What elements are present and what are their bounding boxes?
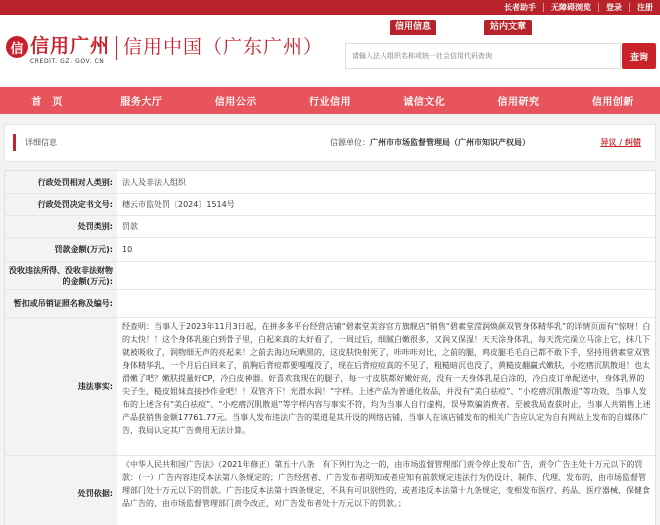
row-label: 违法事实: bbox=[5, 318, 117, 455]
accessibility-link[interactable]: 无障碍浏览 bbox=[543, 3, 598, 12]
row-value bbox=[122, 262, 651, 289]
row-label: 暂扣或吊销证照名称及编号: bbox=[5, 290, 117, 317]
nav-service-hall[interactable]: 服务大厅 bbox=[120, 97, 163, 108]
source-label: 信源单位： bbox=[330, 138, 370, 147]
row-value: 法人及非法人组织 bbox=[122, 177, 186, 187]
site-name: 信用中国（广东广州） bbox=[123, 36, 324, 58]
table-row bbox=[5, 317, 655, 455]
tab-credit-info[interactable]: 信用信息 bbox=[390, 20, 436, 35]
site-logo[interactable] bbox=[6, 35, 323, 65]
penalty-record-table bbox=[4, 170, 656, 525]
logo-divider bbox=[116, 36, 117, 60]
site-header bbox=[0, 15, 660, 87]
row-label: 没收违法所得、没收非法财物的金额(万元): bbox=[5, 262, 117, 289]
top-links bbox=[497, 0, 660, 15]
row-label: 处罚类别: bbox=[5, 216, 117, 237]
row-value: 罚款 bbox=[122, 222, 138, 231]
search-input[interactable] bbox=[352, 52, 620, 60]
main-nav bbox=[0, 87, 660, 114]
nav-industry-credit[interactable]: 行业信用 bbox=[308, 97, 351, 108]
row-value: 10 bbox=[122, 245, 133, 254]
search-button[interactable]: 查询 bbox=[622, 43, 656, 69]
penalty-basis-text: 《中华人民共和国广告法》（2021年修正）第五十八条 有下列行为之一的，由市场监督管理部门责令停止发布广告，责令广告主处十万元以下的罚款：（一）广告内容违反本法第八条规定的；广告经营者、广告发布者明知或者应知有前款规定违法行为仍设计、制作、代理、发布的，由市场监督管理部门处十万元以下的罚款。广告违反本法第十四条规定，不具有可识别性的，或者违反本法第十九条规定，变相发布医疗、药品、医疗器械、保健食品广告的，由市场监督管理部门责令改正，对广告发布者处十万元以下的罚款。； bbox=[122, 460, 650, 508]
row-label: 罚款金额(万元): bbox=[5, 238, 117, 261]
top-bar bbox=[0, 0, 660, 15]
register-link[interactable]: 注册 bbox=[629, 3, 660, 12]
violation-facts-text: 经查明：当事人于2023年11月3日起，在拼多多平台经营店铺“碧素堂美容官方旗舰店”销售“碧素堂滢润焕颜双管身体精华乳”的详情页面有“惊呀！白的太快！！这个身体乳能白到骨子里，白起来真的太好看了，一周过后，细腻白嫩很多，又润又保湿！天天涂身体乳，每天洗完澡立马涂上它，抹几下就被吸收了，润物细无声的亮起来！之前去海边玩晒黑的，这皮肤快射死了，咔咔咔对比，之前的腿，鸡皮腿毛毛自己都不敢下手，坚持用碧素堂双管身体精华乳，一个月后白回来了，前胸后背痘都要嘎嘎没了，现在后背痘痘真的不见了，粗糙暗沉也没了，黄糙皮翻赢式嫩肤，小疙瘩沉肌散退！也太滑嫩了吧？嫩肤提量好CP，冷白皮神器。好喜欢我现在的腿子，每一寸皮肤都好嫩好亮，没有一天身体乳是白涂的，冷白皮订单配送中，身体乳界的尖子生，糙皮姐妹直接抄作业吧！！双管齐下！光滑水润！”字样。上述产品为普通化妆品，并没有“美白祛痘”、“小疙瘩沉肌散退”等功效，当事人发布的上述含有“美白祛痘”、“小疙瘩沉肌散退”等字样内容与事实不符，均为当事人自行虚构，误导欺骗消费者。至被我局查获时止，当事人共销售上述产品获销售金额17761.77元。当事人发布违法广告的渠道是其开设的网络店铺，当事人在该店铺发布的相关广告应认定为自有网站上发布的自媒体广告，我局认定其广告费用无法计算。 bbox=[122, 322, 651, 435]
detail-title: 详细信息 bbox=[25, 138, 57, 147]
table-row bbox=[5, 455, 655, 525]
source-unit bbox=[330, 137, 530, 148]
table-row bbox=[5, 237, 655, 261]
table-row bbox=[5, 215, 655, 237]
row-label: 行政处罚相对人类别: bbox=[5, 171, 117, 193]
nav-credit-publicity[interactable]: 信用公示 bbox=[214, 97, 257, 108]
search-tabs bbox=[390, 20, 532, 35]
nav-integrity-culture[interactable]: 诚信文化 bbox=[403, 97, 446, 108]
row-value bbox=[122, 290, 651, 317]
logo-text bbox=[30, 35, 110, 65]
table-row bbox=[5, 193, 655, 215]
row-label: 行政处罚决定书文号: bbox=[5, 194, 117, 215]
table-row bbox=[5, 261, 655, 289]
detail-header bbox=[4, 124, 656, 162]
logo-name: 信用广州 bbox=[30, 35, 111, 57]
appeal-correction-link[interactable]: 异议 / 纠错 bbox=[600, 138, 641, 147]
logo-seal-icon: 信 bbox=[6, 36, 28, 58]
search-box bbox=[345, 43, 621, 69]
login-link[interactable]: 登录 bbox=[598, 3, 629, 12]
nav-credit-innovation[interactable]: 信用创新 bbox=[591, 97, 634, 108]
elder-assistant-link[interactable]: 长者助手 bbox=[504, 3, 536, 12]
tab-site-articles[interactable]: 站内文章 bbox=[484, 20, 532, 35]
source-value: 广州市市场监督管理局（广州市知识产权局） bbox=[370, 138, 530, 147]
title-accent-bar bbox=[13, 134, 16, 151]
table-row bbox=[5, 171, 655, 193]
nav-credit-research[interactable]: 信用研究 bbox=[497, 97, 540, 108]
row-label: 处罚依据: bbox=[5, 456, 117, 525]
nav-home[interactable]: 首 页 bbox=[31, 97, 63, 108]
table-row bbox=[5, 289, 655, 317]
logo-domain: CREDIT. GZ. GOV. CN bbox=[30, 58, 105, 65]
row-value: 穗云市监处罚〔2024〕1514号 bbox=[122, 200, 235, 209]
